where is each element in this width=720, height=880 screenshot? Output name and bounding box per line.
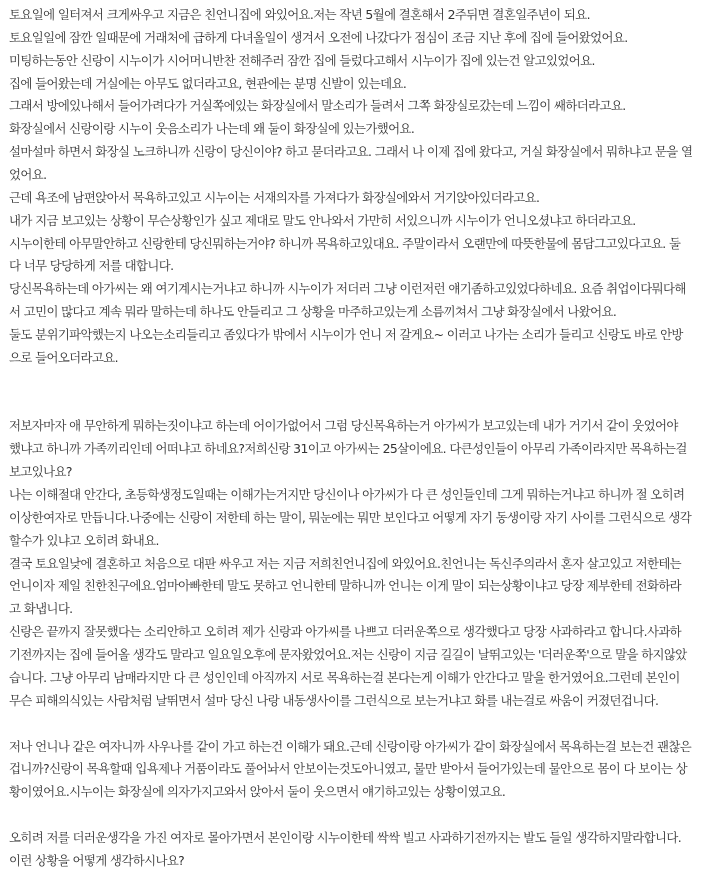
- text-line: 결국 토요일낮에 결혼하고 처음으로 대판 싸우고 저는 지금 저희친언니집에 와있어요.친언니는 독신주의라서 혼자 살고있고 저한테는: [9, 555, 682, 571]
- text-line: 보고있나요?: [9, 464, 72, 480]
- text-line: 토요일에 일터져서 크게싸우고 지금은 친언니집에 와있어요.저는 작년 5월에 결혼해서 2주뒤면 결혼일주년이 되요.: [9, 7, 590, 22]
- paragraph-spacer: [9, 804, 715, 827]
- text-line: 둘도 분위기파악했는지 나오는소리들리고 좀있다가 밖에서 시누이가 언니 저 갈게요~ 이러고 나가는 소리가 들리고 신랑도 바로 안방: [9, 327, 683, 343]
- text-line: 미팅하는동안 신랑이 시누이가 시어머니반찬 전해주러 잠깐 집에 들렀다고해서 시누이가 집에 있는건 알고있었어요.: [9, 52, 595, 68]
- text-line: 화장실에서 신랑이랑 시누이 웃음소리가 나는데 왜 둘이 화장실에 있는가했어요.: [9, 121, 415, 137]
- text-line: 이런 상황을 어떻게 생각하시나요?: [9, 852, 185, 868]
- text-line: 설마설마 하면서 화장실 노크하니까 신랑이 당신이야? 하고 묻더라고요. 그래서 나 이제 집에 왔다고, 거실 화장실에서 뭐하냐고 문을 열: [9, 144, 693, 160]
- text-line: 집에 들어왔는데 거실에는 아무도 없더라고요, 현관에는 분명 신발이 있는데요.: [9, 75, 407, 91]
- paragraph-2: [9, 415, 715, 712]
- paragraph-spacer: [9, 393, 715, 416]
- text-line: 으로 들어오더라고요.: [9, 349, 119, 365]
- text-line: 다 너무 당당하게 저를 대합니다.: [9, 258, 174, 274]
- text-line: 습니다. 그냥 아무리 남매라지만 다 큰 성인인데 아직까지 서로 목욕하는걸 본다는게 이해가 안간다고 말을 한거였어요.그런데 본인이: [9, 669, 680, 685]
- text-line: 신랑은 끝까지 잘못했다는 소리안하고 오히려 제가 신랑과 아가씨를 나쁘고 더러운쪽으로 생각했다고 당장 사과하라고 합니다.사과하: [9, 624, 682, 640]
- text-line: 겁니까?신랑이 목욕할때 입욕제나 거품이라도 풀어놔서 안보이는것도아니였고, 물만 받아서 들어가있는데 물안으로 몸이 다 보이는 상: [9, 761, 688, 777]
- paragraph-spacer: [9, 370, 715, 393]
- text-line: 무슨 피해의식있는 사람처럼 날뛰면서 설마 당신 나랑 내동생사이를 그런식으로 보는거냐고 화를 내는걸로 싸움이 커졌던겁니다.: [9, 692, 659, 708]
- text-line: 토요일일에 잠깐 일때문에 거래처에 급하게 다녀올일이 생겨서 오전에 나갔다가 점심이 조금 지난 후에 집에 들어왔었어요.: [9, 29, 628, 45]
- text-line: 그래서 방에있나해서 들어가려다가 거실쪽에있는 화장실에서 말소리가 들려서 그쪽 화장실로갔는데 느낌이 쌔하더라고요.: [9, 98, 626, 114]
- text-line: 었어요.: [9, 167, 47, 183]
- text-line: 이상한여자로 만듭니다.나중에는 신랑이 저한테 하는 말이, 뭐눈에는 뭐만 보인다고 어떻게 자기 동생이랑 자기 사이를 그런식으로 생각: [9, 509, 692, 525]
- text-line: 나는 이해절대 안간다, 초등학생정도일때는 이해가는거지만 당신이나 아가씨가 다 큰 성인들인데 그게 뭐하는거냐고 하니까 절 오히려: [9, 487, 685, 503]
- text-line: 저나 언니나 같은 여자니까 사우나를 같이 가고 하는건 이해가 돼요.근데 신랑이랑 아가씨가 같이 화장실에서 목욕하는걸 보는건 괜찮은: [9, 738, 692, 754]
- text-line: 했냐고 하니까 가족끼리인데 어떠냐고 하네요?저희신랑 31이고 아가씨는 25살이에요. 다큰성인들이 아무리 가족이라지만 목욕하는걸: [9, 441, 687, 457]
- text-line: 서 고민이 많다고 계속 뭐라 말하는데 하나도 안들리고 그 상황을 마주하고있는게 소름끼쳐서 그냥 화장실에서 나왔어요.: [9, 304, 617, 320]
- text-line: 오히려 저를 더러운생각을 가진 여자로 몰아가면서 본인이랑 시누이한테 싹싹 빌고 사과하기전까지는 발도 들일 생각하지말라합니다.: [9, 829, 682, 845]
- text-line: 시누이한테 아무말안하고 신랑한테 당신뭐하는거야? 하니까 목욕하고있대요. 주말이라서 오랜만에 따뜻한물에 몸담그고있다고요. 둘: [9, 235, 681, 251]
- text-line: 고 화냅니다.: [9, 601, 73, 617]
- text-line: 기전까지는 집에 들어올 생각도 말라고 일요일오후에 문자왔었어요.저는 신랑이 지금 길길이 날뛰고있는 '더러운쪽'으로 말을 하지않았: [9, 647, 687, 663]
- paragraph-4: [9, 827, 715, 873]
- text-line: 저보자마자 애 무안하게 뭐하는짓이냐고 하는데 어이가없어서 그럼 당신목욕하는거 아가씨가 보고있는데 내가 거기서 같이 웃었어야: [9, 418, 678, 434]
- paragraph-spacer: [9, 713, 715, 736]
- text-line: 언니이자 제일 친한친구에요.엄마아빠한테 말도 못하고 언니한테 말하니까 언니는 이게 말이 되는상황이냐고 당장 제부한테 전화하라: [9, 578, 682, 594]
- paragraph-3: [9, 736, 715, 805]
- paragraph-1: [9, 4, 715, 370]
- text-line: 할수가 있냐고 오히려 화내요.: [9, 532, 159, 548]
- text-line: 황이였어요.시누이는 화장실에 의자가지고와서 앉아서 둘이 웃으면서 얘기하고있는 상황이였고요.: [9, 784, 506, 800]
- post-body: [9, 4, 715, 873]
- text-line: 당신목욕하는데 아가씨는 왜 여기계시는거냐고 하니까 시누이가 저더러 그냥 이런저런 얘기좀하고있었다하네요. 요즘 취업이다뭐다해: [9, 281, 686, 297]
- text-line: 내가 지금 보고있는 상황이 무슨상황인가 싶고 제대로 말도 안나와서 가만히 서있으니까 시누이가 언니오셨냐고 하더라고요.: [9, 212, 636, 228]
- text-line: 근데 욕조에 남편앉아서 목욕하고있고 시누이는 서재의자를 가져다가 화장실에와서 거기앉아있더라고요.: [9, 189, 540, 205]
